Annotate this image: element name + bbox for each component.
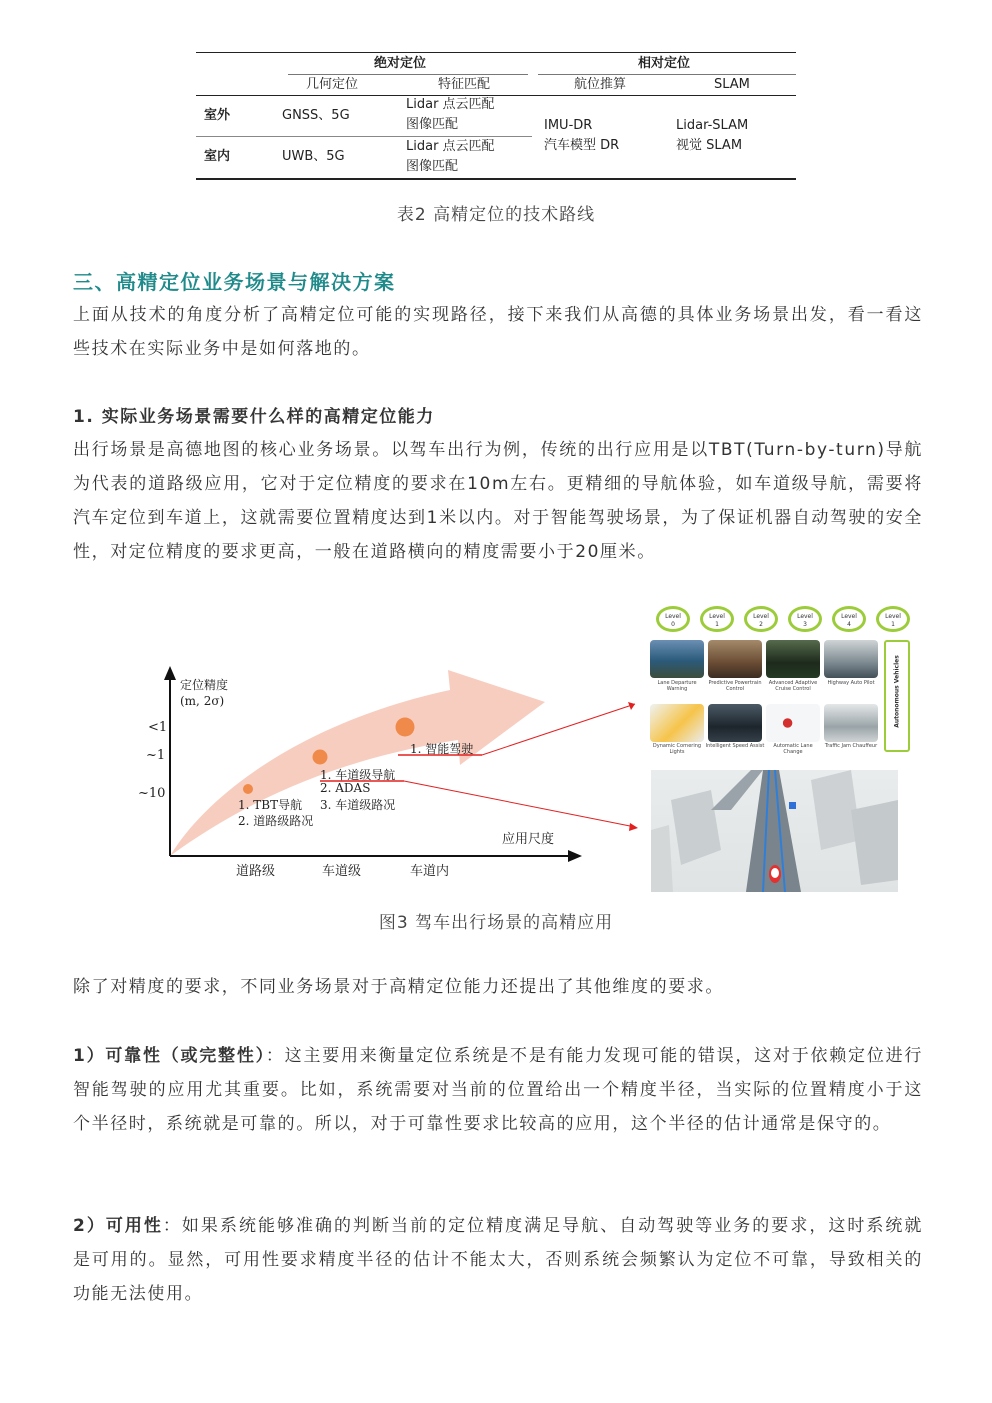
header-dead-reckoning: 航位推算 (574, 77, 627, 92)
group3-item1: 1. 智能驾驶 (410, 742, 474, 756)
y-tick-approx10: ~10 (138, 786, 166, 801)
header-absolute: 绝对定位 (374, 56, 427, 71)
y-axis-title-1: 定位精度 (180, 678, 229, 692)
autonomy-levels-panel (646, 604, 910, 755)
sign-blue (789, 802, 796, 809)
availability-body: ：如果系统能够准确的判断当前的定位精度满足导航、自动驾驶等业务的要求，这时系统就是可用的。显然，可用性要求精度半径的估计不能太大，否则系统会频繁认为定位不可靠，导致相关的功能无法使用。 (73, 1216, 923, 1304)
availability-paragraph (73, 1209, 923, 1311)
table-caption: 表2 高精定位的技术路线 (396, 205, 596, 225)
level-badge-4: Level 4 (832, 606, 866, 632)
thumb-traffic-jam (824, 704, 878, 742)
availability-title: 2）可用性 (73, 1216, 163, 1236)
reliability-paragraph (73, 1039, 923, 1141)
feature-label-6: Intelligent Speed Assist (705, 743, 765, 749)
cell-outdoor-feature-1: Lidar 点云匹配 (406, 97, 495, 112)
feature-label-2: Predictive Powertrain Control (708, 680, 762, 692)
map-graphics (651, 770, 898, 892)
thumb-lane-departure (650, 640, 704, 678)
cell-dr-2: 汽车模型 DR (544, 138, 620, 153)
subsection-heading: 1. 实际业务场景需要什么样的高精定位能力 (73, 407, 435, 427)
autonomous-vehicles-bracket (884, 640, 910, 752)
x-axis-title: 应用尺度 (502, 832, 555, 847)
cell-indoor-feature-1: Lidar 点云匹配 (406, 139, 495, 154)
cell-outdoor-geometric: GNSS、5G (282, 108, 350, 123)
figure-caption: 图3 驾车出行场景的高精应用 (378, 913, 614, 933)
y-axis-title-2: (m, 2σ) (180, 694, 225, 708)
figure-driving-scenarios (130, 600, 910, 900)
section-intro: 上面从技术的角度分析了高精定位可能的实现路径，接下来我们从高德的具体业务场景出发，看一看这些技术在实际业务中是如何落地的。 (73, 305, 923, 359)
reliability-body: ：这主要用来衡量定位系统是不是有能力发现可能的错误，这对于依赖定位进行智能驾驶的应用尤其重要。比如，系统需要对当前的位置给出一个精度半径，当实际的位置精度小于这个半径时，系统就是可靠的。所以，对于可靠性要求比较高的应用，这个半径的估计通常是保守的。 (73, 1046, 923, 1134)
lane-level-map-render (651, 770, 898, 892)
row-label-outdoor: 室外 (204, 108, 231, 123)
level-badge-3: Level 3 (788, 606, 822, 632)
group2-item1: 1. 车道级导航 (320, 768, 396, 782)
feature-label-1: Lane Departure Warning (657, 680, 697, 692)
thumb-acc (766, 640, 820, 678)
feature-label-7: Automatic Lane Change (773, 743, 813, 755)
x-axis-arrowhead (568, 850, 582, 862)
x-tick-in-lane: 车道内 (410, 864, 450, 879)
thumb-speed-assist (708, 704, 762, 742)
y-tick-lt1: <1 (148, 720, 168, 735)
feature-label-8: Traffic Jam Chauffeur (824, 743, 878, 749)
section-heading: 三、高精定位业务场景与解决方案 (73, 270, 396, 294)
thumb-powertrain (708, 640, 762, 678)
technology-route-table (196, 52, 796, 180)
subsection-body: 出行场景是高德地图的核心业务场景。以驾车出行为例，传统的出行应用是以TBT(Turn-by-turn)导航为代表的道路级应用，它对于定位精度的要求在10m左右。更精细的导航体验，如车道级导航，需要将汽车定位到车道上，这就需要位置精度达到1米以内。对于智能驾驶场景，为了保证机器自动驾驶的安全性，对定位精度的要求更高，一般在道路横向的精度需要小于20厘米。 (73, 440, 923, 562)
table-bottom-rule (196, 178, 796, 180)
feature-label-3: Advanced Adaptive Cruise Control (768, 680, 818, 692)
level-badge-0: Level 0 (656, 606, 690, 632)
thumb-cornering-lights (650, 704, 704, 742)
header-geometric: 几何定位 (306, 77, 359, 92)
pointer-to-map (404, 781, 635, 827)
dot-in-lane (396, 718, 415, 737)
building-4 (851, 800, 898, 885)
dot-lane-level (313, 750, 328, 765)
after-figure-paragraph: 除了对精度的要求，不同业务场景对于高精定位能力还提出了其他维度的要求。 (73, 977, 724, 997)
x-tick-road: 道路级 (236, 864, 276, 879)
ego-car-roof (771, 868, 779, 878)
level-badge-1: Level 1 (700, 606, 734, 632)
level-badge-5: Level 1 (876, 606, 910, 632)
table-top-rule (196, 52, 796, 53)
dot-road-level (243, 784, 253, 794)
thumb-lane-change (766, 704, 820, 742)
cell-indoor-feature-2: 图像匹配 (406, 159, 459, 174)
autonomous-vehicles-label: Autonomous Vehicles (893, 655, 901, 728)
header-slam: SLAM (714, 77, 750, 92)
row-label-indoor: 室内 (204, 149, 231, 164)
building-2 (651, 825, 673, 892)
group2-item3: 3. 车道级路况 (320, 798, 396, 812)
header-feature: 特征匹配 (438, 77, 491, 92)
building-1 (671, 790, 721, 865)
road-surface-far (711, 770, 763, 810)
reliability-title: 1）可靠性（或完整性） (73, 1046, 266, 1066)
header-relative: 相对定位 (638, 56, 691, 71)
cell-dr-1: IMU-DR (544, 118, 593, 133)
cell-outdoor-feature-2: 图像匹配 (406, 117, 459, 132)
trend-arrow (170, 670, 545, 856)
header-bottom-rule (196, 95, 796, 96)
level-badge-2: Level 2 (744, 606, 778, 632)
x-tick-lane: 车道级 (322, 864, 362, 879)
group2-item2: 2. ADAS (320, 781, 371, 795)
group1-item2: 2. 道路级路况 (238, 814, 314, 828)
feature-label-4: Highway Auto Pilot (827, 680, 875, 686)
cell-indoor-geometric: UWB、5G (282, 149, 345, 164)
y-axis-arrowhead (164, 666, 176, 680)
y-tick-approx1: ~1 (146, 748, 166, 763)
pointer-to-map-head (629, 823, 638, 831)
cell-slam-2: 视觉 SLAM (676, 138, 743, 153)
group1-item1: 1. TBT导航 (238, 798, 303, 812)
cell-slam-1: Lidar-SLAM (676, 118, 749, 133)
feature-label-5: Dynamic Cornering Lights (652, 743, 702, 755)
thumb-highway-pilot (824, 640, 878, 678)
